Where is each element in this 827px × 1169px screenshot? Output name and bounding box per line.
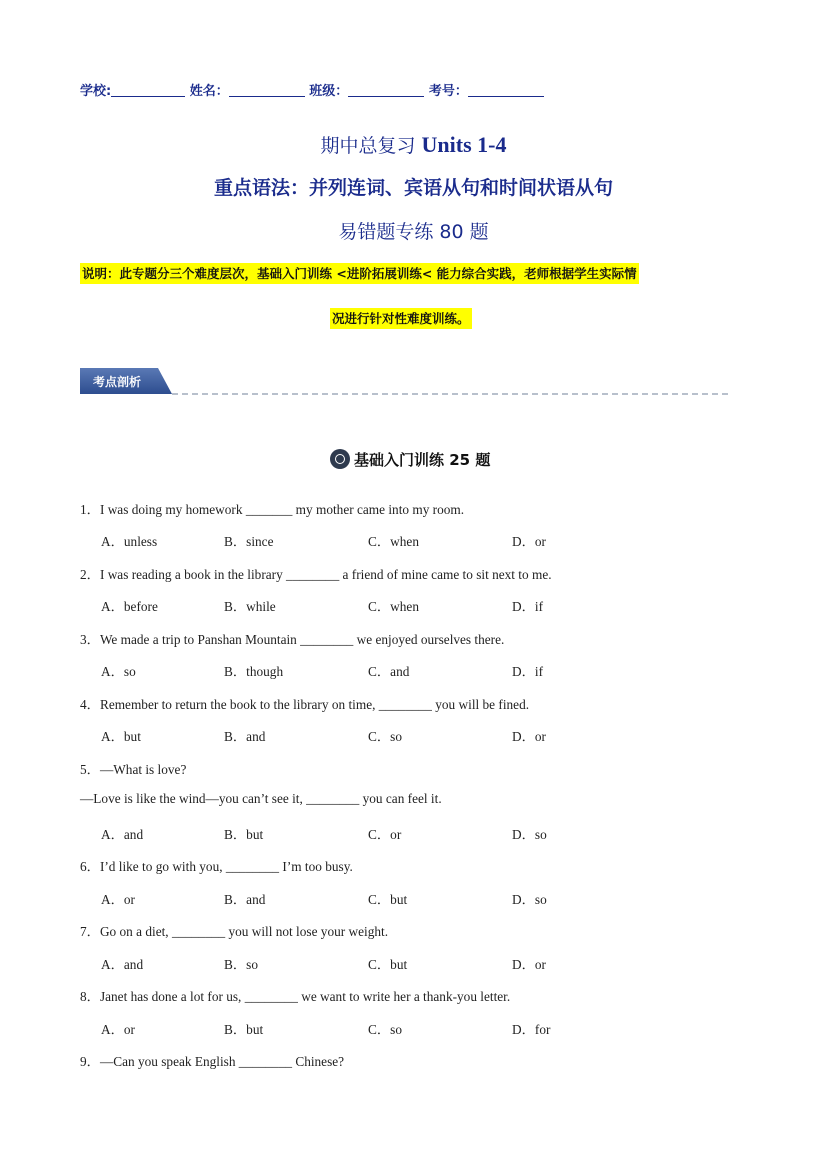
option-b[interactable]: B．but	[224, 827, 264, 842]
title-line-2: 重点语法：并列连词、宾语从句和时间状语从句	[213, 177, 613, 199]
section-tab-label: 考点剖析	[93, 375, 142, 389]
option-d[interactable]: D．so	[512, 827, 547, 842]
option-d[interactable]: D．or	[512, 957, 546, 972]
option-a[interactable]: A．unless	[101, 534, 158, 549]
option-d[interactable]: D．for	[512, 1022, 551, 1037]
option-b[interactable]: B．though	[224, 664, 284, 679]
badge-icon	[330, 449, 350, 469]
class-label: 班级：	[309, 84, 349, 99]
option-c[interactable]: C．but	[368, 892, 408, 907]
exam-number-blank[interactable]	[468, 84, 544, 97]
question-5: 5．—What is love?	[80, 762, 187, 777]
sub-heading	[330, 447, 490, 471]
option-b[interactable]: B．but	[224, 1022, 264, 1037]
section-tab	[80, 368, 172, 394]
option-b[interactable]: B．while	[224, 599, 276, 614]
title-cn: 期中总复习	[320, 135, 416, 157]
question-3: 3．We made a trip to Panshan Mountain ________ we enjoyed ourselves there.	[80, 632, 505, 647]
option-d[interactable]: D．or	[512, 534, 546, 549]
option-c[interactable]: C．so	[368, 1022, 402, 1037]
option-a[interactable]: A．or	[101, 892, 135, 907]
question-9: 9．—Can you speak English ________ Chinese?	[80, 1054, 345, 1069]
option-a[interactable]: A．and	[101, 827, 144, 842]
school-blank[interactable]	[111, 84, 185, 97]
option-c[interactable]: C．or	[368, 827, 402, 842]
student-info-line	[80, 80, 544, 99]
option-a[interactable]: A．before	[101, 599, 158, 614]
option-c[interactable]: C．but	[368, 957, 408, 972]
question-5-line-2: —Love is like the wind—you can’t see it, ________ you can feel it.	[80, 791, 442, 806]
question-8: 8．Janet has done a lot for us, ________ we want to write her a thank-you letter.	[80, 989, 511, 1004]
sub-heading-text: 基础入门训练 25 题	[354, 450, 491, 469]
option-b[interactable]: B．since	[224, 534, 274, 549]
option-d[interactable]: D．if	[512, 664, 544, 679]
class-blank[interactable]	[348, 84, 424, 97]
question-7: 7．Go on a diet, ________ you will not lose your weight.	[80, 924, 389, 939]
option-d[interactable]: D．or	[512, 729, 546, 744]
option-c[interactable]: C．when	[368, 599, 419, 614]
option-a[interactable]: A．but	[101, 729, 141, 744]
name-label: 姓名：	[189, 84, 229, 99]
option-c[interactable]: C．when	[368, 534, 419, 549]
option-c[interactable]: C．so	[368, 729, 402, 744]
option-b[interactable]: B．and	[224, 892, 266, 907]
option-a[interactable]: A．so	[101, 664, 136, 679]
question-4: 4．Remember to return the book to the library on time, ________ you will be fined.	[80, 697, 530, 712]
name-blank[interactable]	[229, 84, 305, 97]
question-2: 2．I was reading a book in the library ________ a friend of mine came to sit next to me.	[80, 567, 552, 582]
exam-number-label: 考号：	[428, 84, 468, 99]
option-a[interactable]: A．and	[101, 957, 144, 972]
title-units: Units 1-4	[421, 132, 507, 157]
option-d[interactable]: D．so	[512, 892, 547, 907]
option-b[interactable]: B．and	[224, 729, 266, 744]
question-1: 1．I was doing my homework _______ my mother came into my room.	[80, 502, 465, 517]
option-c[interactable]: C．and	[368, 664, 410, 679]
instruction-note-line-2: 况进行针对性难度训练。	[330, 308, 472, 329]
instruction-note-line-1: 说明：此专题分三个难度层次，基础入门训练 <进阶拓展训练< 能力综合实践，老师根据学生实际情	[80, 263, 639, 284]
question-6: 6．I’d like to go with you, ________ I’m too busy.	[80, 859, 353, 874]
option-b[interactable]: B．so	[224, 957, 258, 972]
title-line-1	[0, 131, 827, 158]
school-label: 学校:	[80, 84, 112, 99]
option-d[interactable]: D．if	[512, 599, 544, 614]
section-divider	[172, 393, 728, 395]
title-line-3: 易错题专练 80 题	[338, 221, 489, 243]
option-a[interactable]: A．or	[101, 1022, 135, 1037]
